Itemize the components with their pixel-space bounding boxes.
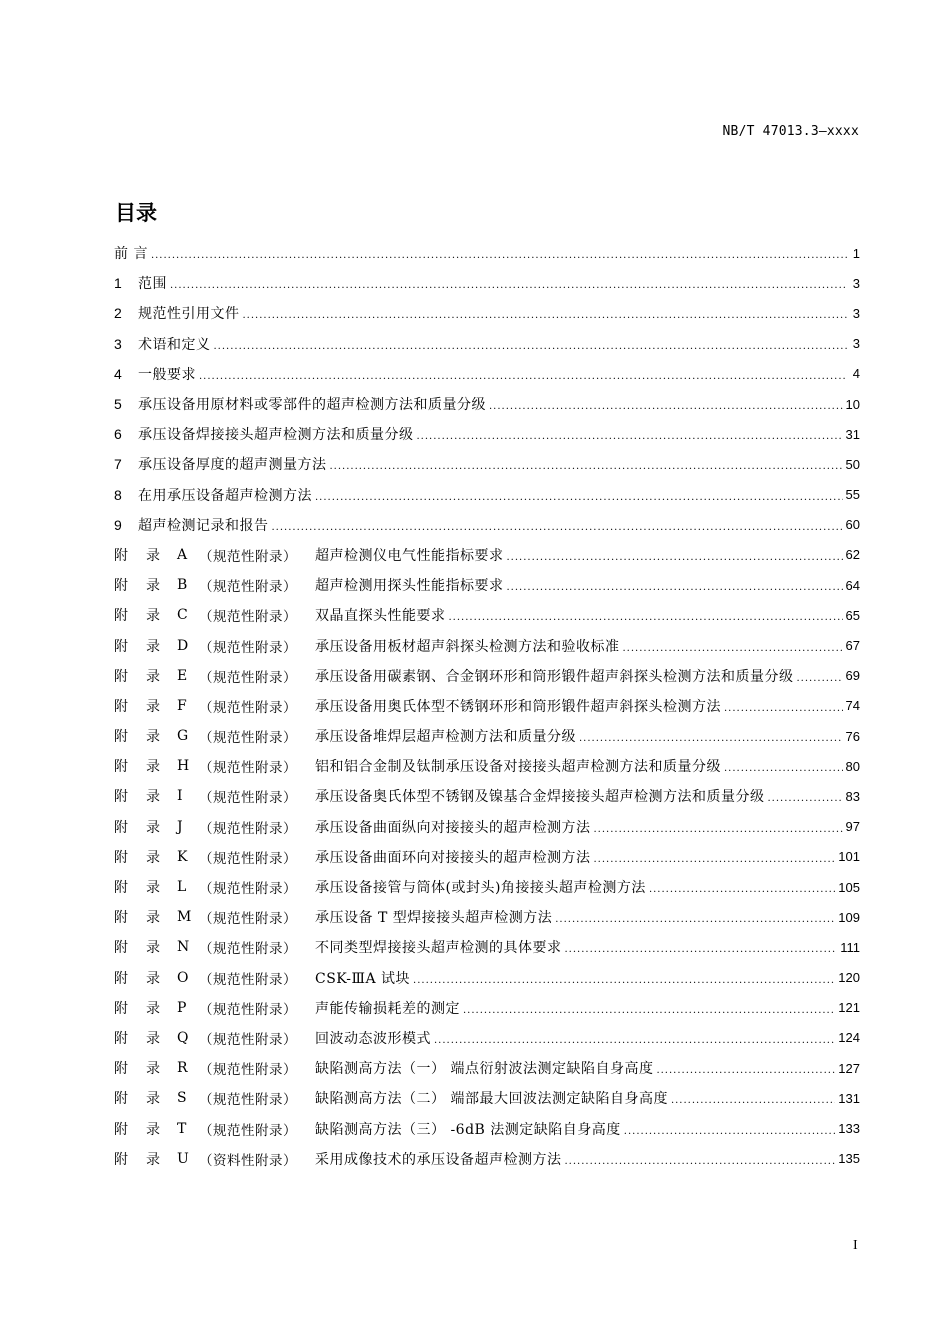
toc-entry-title: 回波动态波形模式 <box>315 1030 431 1047</box>
toc-entry-number: 7 <box>114 456 122 473</box>
appendix-type: （资料性附录） <box>199 1152 297 1169</box>
toc-entry-title: 术语和定义 <box>138 336 211 353</box>
appendix-label-2: 录 <box>146 849 160 866</box>
appendix-label-2: 录 <box>146 578 160 595</box>
toc-entry-page: 105 <box>838 879 860 895</box>
toc-entry-page: 62 <box>845 547 860 563</box>
appendix-label-2: 录 <box>146 1121 160 1138</box>
appendix-letter: A <box>177 546 188 563</box>
appendix-label: 附 <box>114 849 128 866</box>
table-of-contents <box>114 238 860 1174</box>
appendix-letter: K <box>177 848 188 865</box>
toc-entry[interactable] <box>114 1023 860 1053</box>
dot-leader <box>330 456 843 472</box>
toc-entry-number: 8 <box>114 486 122 503</box>
toc-title: 目录 <box>115 201 157 225</box>
toc-entry-page: 124 <box>838 1030 860 1046</box>
toc-entry-title: 不同类型焊接接头超声检测的具体要求 <box>315 940 562 957</box>
toc-entry-page: 133 <box>838 1121 860 1137</box>
toc-entry-title: 缺陷测高方法（三） -6dB 法测定缺陷自身高度 <box>315 1121 621 1138</box>
appendix-label-2: 录 <box>146 1000 160 1017</box>
appendix-label: 附 <box>114 1061 128 1078</box>
toc-entry[interactable] <box>114 812 860 842</box>
toc-entry-page: 74 <box>845 698 860 714</box>
appendix-letter: L <box>177 879 187 896</box>
toc-entry-title: 前 言 <box>114 246 148 263</box>
toc-entry-title: 超声检测记录和报告 <box>138 517 269 534</box>
dot-leader <box>315 487 843 503</box>
toc-entry-page: 10 <box>845 396 860 412</box>
toc-entry-page: 101 <box>838 849 860 865</box>
appendix-label: 附 <box>114 668 128 685</box>
toc-entry-number: 3 <box>114 335 122 352</box>
toc-entry-title: 承压设备用奥氏体型不锈钢环形和筒形锻件超声斜探头检测方法 <box>315 698 721 715</box>
toc-entry-page: 67 <box>845 638 860 654</box>
appendix-label-2: 录 <box>146 729 160 746</box>
appendix-letter: G <box>177 728 189 745</box>
dot-leader <box>170 275 847 291</box>
appendix-label-2: 录 <box>146 759 160 776</box>
appendix-letter: J <box>177 818 183 835</box>
toc-entry[interactable] <box>114 1113 860 1143</box>
appendix-type: （规范性附录） <box>199 881 297 898</box>
appendix-label: 附 <box>114 1151 128 1168</box>
toc-entry[interactable] <box>114 721 860 751</box>
appendix-label-2: 录 <box>146 940 160 957</box>
dot-leader <box>671 1090 835 1106</box>
dot-leader <box>594 819 843 835</box>
toc-entry-number: 5 <box>114 396 122 413</box>
toc-entry[interactable] <box>114 298 860 328</box>
appendix-label-2: 录 <box>146 668 160 685</box>
dot-leader <box>449 607 843 623</box>
toc-entry-page: 109 <box>838 909 860 925</box>
toc-entry-title: 承压设备接管与筒体(或封头)角接接头超声检测方法 <box>315 880 646 897</box>
toc-entry[interactable] <box>114 419 860 449</box>
toc-entry[interactable] <box>114 1053 860 1083</box>
toc-entry-page: 3 <box>852 336 860 352</box>
appendix-label-2: 录 <box>146 698 160 715</box>
appendix-letter: S <box>177 1090 187 1107</box>
appendix-letter: B <box>177 577 188 594</box>
toc-entry-title: 在用承压设备超声检测方法 <box>138 487 312 504</box>
appendix-type: （规范性附录） <box>199 548 297 565</box>
toc-entry-page: 127 <box>838 1060 860 1076</box>
appendix-label: 附 <box>114 1121 128 1138</box>
appendix-label: 附 <box>114 940 128 957</box>
appendix-label-2: 录 <box>146 1091 160 1108</box>
appendix-label: 附 <box>114 1000 128 1017</box>
toc-entry[interactable] <box>114 1083 860 1113</box>
dot-leader <box>199 366 847 382</box>
toc-entry-title: 承压设备曲面纵向对接接头的超声检测方法 <box>315 819 591 836</box>
appendix-label: 附 <box>114 547 128 564</box>
toc-entry-page: 131 <box>838 1090 860 1106</box>
toc-entry-title: 双晶直探头性能要求 <box>315 608 446 625</box>
appendix-type: （规范性附录） <box>199 911 297 928</box>
dot-leader <box>623 638 843 654</box>
appendix-letter: P <box>177 999 187 1016</box>
dot-leader <box>489 396 843 412</box>
toc-entry[interactable] <box>114 480 860 510</box>
appendix-label-2: 录 <box>146 910 160 927</box>
toc-entry[interactable] <box>114 630 860 660</box>
dot-leader <box>214 336 848 352</box>
toc-entry-title: 范围 <box>138 276 167 293</box>
toc-entry-page: 135 <box>838 1151 860 1167</box>
appendix-letter: Q <box>177 1029 189 1046</box>
toc-entry[interactable] <box>114 902 860 932</box>
toc-entry-page: 65 <box>845 607 860 623</box>
toc-entry-page: 3 <box>852 305 860 321</box>
appendix-letter: E <box>177 667 188 684</box>
appendix-label: 附 <box>114 578 128 595</box>
toc-entry-page: 83 <box>845 788 860 804</box>
toc-entry-title: 铝和铝合金制及钛制承压设备对接接头超声检测方法和质量分级 <box>315 759 721 776</box>
dot-leader <box>555 909 835 925</box>
appendix-label-2: 录 <box>146 819 160 836</box>
appendix-type: （规范性附录） <box>199 1031 297 1048</box>
appendix-type: （规范性附录） <box>199 730 297 747</box>
toc-entry[interactable] <box>114 872 860 902</box>
dot-leader <box>272 517 843 533</box>
document-code: NB/T 47013.3—xxxx <box>722 124 859 139</box>
toc-entry-title: 采用成像技术的承压设备超声检测方法 <box>315 1151 562 1168</box>
dot-leader <box>243 305 848 321</box>
appendix-type: （规范性附录） <box>199 639 297 656</box>
dot-leader <box>656 1060 835 1076</box>
appendix-label: 附 <box>114 1030 128 1047</box>
appendix-label-2: 录 <box>146 970 160 987</box>
dot-leader <box>624 1121 836 1137</box>
toc-entry[interactable] <box>114 449 860 479</box>
appendix-label-2: 录 <box>146 1061 160 1078</box>
toc-entry-title: CSK-ⅢA 试块 <box>315 970 411 987</box>
dot-leader <box>594 849 836 865</box>
toc-entry-number: 1 <box>114 275 122 292</box>
toc-entry-page: 69 <box>845 668 860 684</box>
toc-entry-title: 一般要求 <box>138 366 196 383</box>
appendix-type: （规范性附录） <box>199 760 297 777</box>
toc-entry-title: 承压设备厚度的超声测量方法 <box>138 457 327 474</box>
appendix-label-2: 录 <box>146 789 160 806</box>
toc-entry-title: 承压设备用板材超声斜探头检测方法和验收标准 <box>315 638 620 655</box>
toc-entry[interactable] <box>114 238 860 268</box>
toc-entry-page: 97 <box>845 819 860 835</box>
toc-entry-title: 承压设备奥氏体型不锈钢及镍基合金焊接接头超声检测方法和质量分级 <box>315 789 765 806</box>
dot-leader <box>565 939 838 955</box>
toc-entry[interactable] <box>114 751 860 781</box>
appendix-label-2: 录 <box>146 638 160 655</box>
appendix-letter: U <box>177 1150 189 1167</box>
dot-leader <box>797 668 843 684</box>
toc-entry-title: 声能传输损耗差的测定 <box>315 1000 460 1017</box>
toc-entry-title: 承压设备焊接接头超声检测方法和质量分级 <box>138 427 414 444</box>
toc-entry[interactable] <box>114 359 860 389</box>
appendix-letter: T <box>177 1120 187 1137</box>
toc-entry-page: 111 <box>840 939 860 955</box>
toc-entry-page: 4 <box>852 366 860 382</box>
appendix-label: 附 <box>114 970 128 987</box>
toc-entry-page: 64 <box>845 577 860 593</box>
appendix-label: 附 <box>114 880 128 897</box>
appendix-letter: R <box>177 1060 188 1077</box>
appendix-type: （规范性附录） <box>199 941 297 958</box>
dot-leader <box>768 788 843 804</box>
toc-entry-title: 缺陷测高方法（一） 端点衍射波法测定缺陷自身高度 <box>315 1061 654 1078</box>
appendix-type: （规范性附录） <box>199 699 297 716</box>
appendix-label-2: 录 <box>146 1030 160 1047</box>
toc-entry-page: 55 <box>845 487 860 503</box>
toc-entry[interactable] <box>114 540 860 570</box>
toc-entry[interactable] <box>114 963 860 993</box>
toc-entry-page: 80 <box>845 758 860 774</box>
toc-entry-title: 承压设备用原材料或零部件的超声检测方法和质量分级 <box>138 397 486 414</box>
toc-entry-title: 承压设备用碳素钢、合金钢环形和筒形锻件超声斜探头检测方法和质量分级 <box>315 668 794 685</box>
appendix-type: （规范性附录） <box>199 579 297 596</box>
appendix-label-2: 录 <box>146 608 160 625</box>
appendix-label-2: 录 <box>146 880 160 897</box>
appendix-label: 附 <box>114 698 128 715</box>
dot-leader <box>417 426 843 442</box>
appendix-label: 附 <box>114 608 128 625</box>
dot-leader <box>151 245 847 261</box>
appendix-type: （规范性附录） <box>199 790 297 807</box>
appendix-label-2: 录 <box>146 1151 160 1168</box>
toc-entry-page: 1 <box>852 245 860 261</box>
toc-entry-title: 超声检测用探头性能指标要求 <box>315 578 504 595</box>
toc-entry-number: 2 <box>114 305 122 322</box>
appendix-letter: F <box>177 697 187 714</box>
appendix-label: 附 <box>114 729 128 746</box>
toc-entry-title: 承压设备 T 型焊接接头超声检测方法 <box>315 910 553 927</box>
appendix-label: 附 <box>114 638 128 655</box>
toc-entry-page: 31 <box>845 426 860 442</box>
toc-entry[interactable] <box>114 661 860 691</box>
dot-leader <box>724 758 843 774</box>
dot-leader <box>649 879 835 895</box>
appendix-type: （规范性附录） <box>199 1062 297 1079</box>
appendix-label-2: 录 <box>146 547 160 564</box>
appendix-type: （规范性附录） <box>199 971 297 988</box>
toc-entry-page: 50 <box>845 456 860 472</box>
toc-entry-page: 60 <box>845 517 860 533</box>
appendix-letter: O <box>177 969 189 986</box>
dot-leader <box>463 1000 835 1016</box>
toc-entry-title: 超声检测仪电气性能指标要求 <box>315 547 504 564</box>
appendix-letter: M <box>177 909 192 926</box>
dot-leader <box>507 547 843 563</box>
appendix-letter: C <box>177 607 188 624</box>
appendix-type: （规范性附录） <box>199 850 297 867</box>
dot-leader <box>507 577 843 593</box>
appendix-label: 附 <box>114 789 128 806</box>
toc-entry-title: 规范性引用文件 <box>138 306 240 323</box>
toc-entry[interactable] <box>114 389 860 419</box>
toc-entry[interactable] <box>114 268 860 298</box>
toc-entry[interactable] <box>114 1144 860 1174</box>
dot-leader <box>413 970 835 986</box>
toc-entry-page: 76 <box>845 728 860 744</box>
page-number: I <box>853 1238 858 1253</box>
toc-entry-page: 3 <box>852 275 860 291</box>
toc-entry-title: 承压设备曲面环向对接接头的超声检测方法 <box>315 849 591 866</box>
appendix-label: 附 <box>114 819 128 836</box>
toc-entry-number: 9 <box>114 516 122 533</box>
toc-entry[interactable] <box>114 691 860 721</box>
appendix-letter: D <box>177 637 189 654</box>
dot-leader <box>724 698 843 714</box>
toc-entry-number: 4 <box>114 365 122 382</box>
toc-entry[interactable] <box>114 781 860 811</box>
toc-entry-number: 6 <box>114 426 122 443</box>
toc-entry-page: 121 <box>838 1000 860 1016</box>
appendix-letter: H <box>177 758 190 775</box>
appendix-type: （规范性附录） <box>199 609 297 626</box>
toc-entry-title: 承压设备堆焊层超声检测方法和质量分级 <box>315 729 576 746</box>
toc-entry[interactable] <box>114 329 860 359</box>
toc-entry[interactable] <box>114 570 860 600</box>
appendix-label: 附 <box>114 759 128 776</box>
toc-entry[interactable] <box>114 993 860 1023</box>
toc-entry[interactable] <box>114 510 860 540</box>
appendix-label: 附 <box>114 910 128 927</box>
appendix-type: （规范性附录） <box>199 669 297 686</box>
toc-entry-title: 缺陷测高方法（二） 端部最大回波法测定缺陷自身高度 <box>315 1091 668 1108</box>
dot-leader <box>434 1030 835 1046</box>
appendix-type: （规范性附录） <box>199 1092 297 1109</box>
toc-entry[interactable] <box>114 600 860 630</box>
appendix-letter: N <box>177 939 190 956</box>
dot-leader <box>579 728 843 744</box>
dot-leader <box>565 1151 836 1167</box>
appendix-label: 附 <box>114 1091 128 1108</box>
toc-entry-page: 120 <box>838 970 860 986</box>
appendix-letter: I <box>177 788 183 805</box>
appendix-type: （规范性附录） <box>199 820 297 837</box>
appendix-type: （规范性附录） <box>199 1122 297 1139</box>
appendix-type: （规范性附录） <box>199 1001 297 1018</box>
toc-entry[interactable] <box>114 932 860 962</box>
toc-entry[interactable] <box>114 842 860 872</box>
